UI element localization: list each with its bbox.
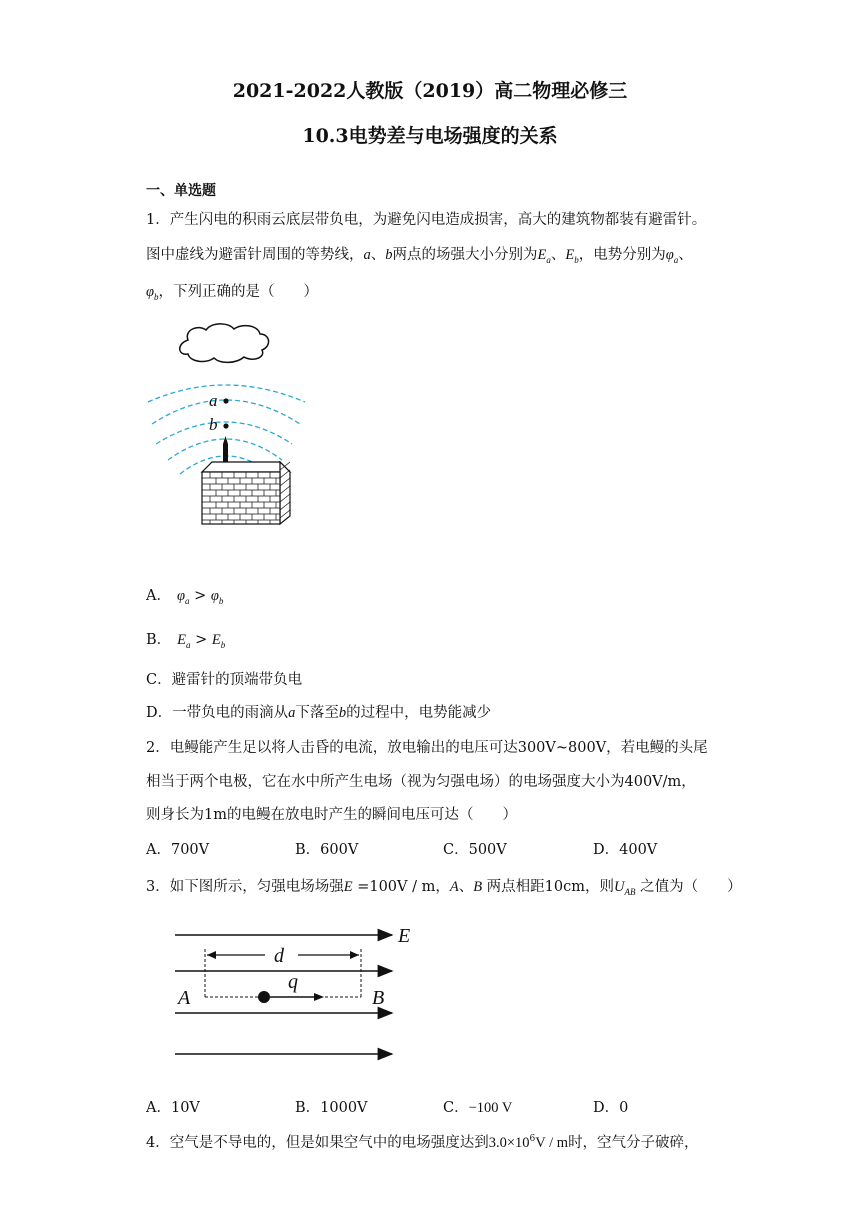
fig-label-B: B [372,987,385,1009]
fig-label-b: b [209,415,218,434]
q1-option-c: C．避雷针的顶端带负电 [146,672,303,688]
q2-option-d: D．400V [593,842,658,858]
q1-line3: $\varphi_b$，下列正确的是（ ） [146,284,319,302]
q2-option-b: B．600V [295,842,359,858]
q2-option-c: C．500V [443,842,507,858]
q2-option-a: A．700V [146,842,210,858]
equipotential-line-2 [152,400,300,424]
q1-option-b: B． $E_a > E_b$ [146,632,226,650]
charge-q-dot [258,991,270,1003]
fig-label-E: E [398,925,411,947]
q2-line1: 2．电鳗能产生足以将人击昏的电流，放电输出的电压可达300V~800V，若电鳗的头尾 [146,740,708,756]
point-b-dot [223,423,228,428]
fig-label-q: q [288,971,298,993]
q3-option-b: B．1000V [295,1100,368,1116]
cloud-shape [180,324,269,363]
q2-line3: 则身长为1m的电鳗在放电时产生的瞬间电压可达（ ） [146,807,517,823]
fig-label-a: a [209,391,218,410]
document-subtitle: 10.3电势差与电场强度的关系 [302,125,558,147]
q1-figure [140,320,320,530]
q1-line1: 1．产生闪电的积雨云底层带负电，为避免闪电造成损害，高大的建筑物都装有避雷针。 [146,212,707,228]
q3-line: 3．如下图所示，匀强电场场强E =100V / m，A、B 两点相距10cm，则$U_{AB}$ 之值为（ ） [146,879,742,897]
fig-label-d: d [274,945,284,967]
q3-figure [170,915,430,1075]
document-title: 2021-2022人教版（2019）高二物理必修三 [232,80,628,102]
q4-line: 4．空气是不导电的，但是如果空气中的电场强度达到$3.0\times 10^6V / m$时，空气分子破碎， [146,1134,699,1151]
q1-line2: 图中虚线为避雷针周围的等势线，a、b两点的场强大小分别为$E_a$、$E_b$，电势分别为$\varphi_a$、 [146,247,693,265]
section-heading: 一、单选题 [146,183,216,199]
lightning-rod [223,444,228,464]
q1-option-a: A． $\varphi_a > \varphi_b$ [146,588,224,606]
brick-building [202,462,290,524]
q3-option-a: A．10V [146,1100,200,1116]
q3-option-d: D．0 [593,1100,629,1116]
fig-label-A: A [178,987,191,1009]
q1-option-d: D．一带负电的雨滴从a下落至b的过程中，电势能减少 [146,705,492,721]
q2-line2: 相当于两个电极，它在水中所产生电场（视为匀强电场）的电场强度大小为400V/m， [146,774,696,790]
q3-option-c: C．−100 V [443,1100,513,1116]
point-a-dot [223,398,228,403]
